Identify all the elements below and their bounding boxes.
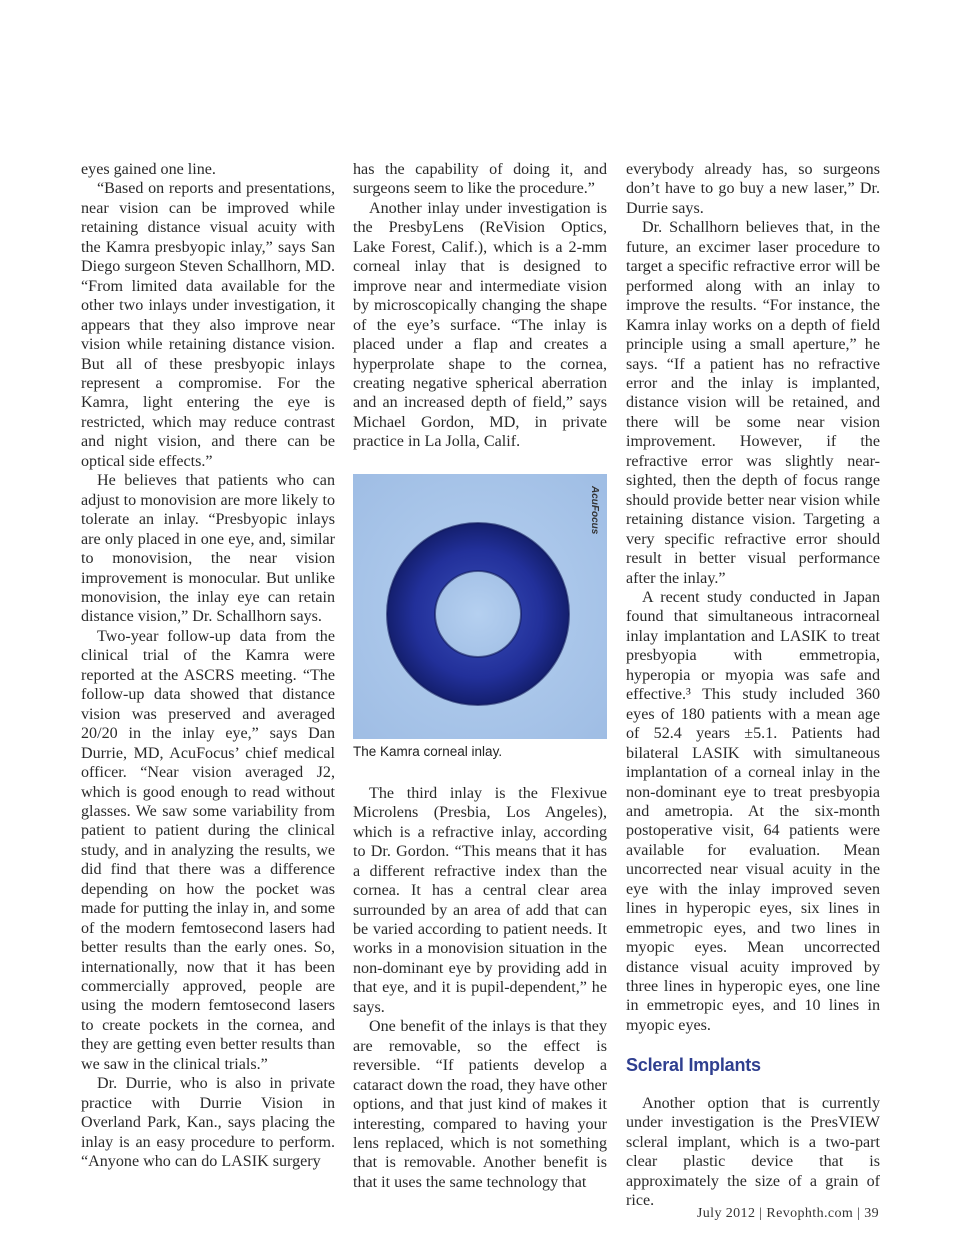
paragraph: Two-year follow-up data from the clinical trial of the Kamra were reported at the ASCRS meeting. “The follow-up data showed that distance vision was preserved and averaged 20/20 in the inlay eye,” says Dan Durrie, MD, AcuFocus’ chief medical officer. “Near vision averaged J2, which is good enough to read without glasses. We saw some variability from patient to patient during the clinical study, and in analyzing the results, we did find that there was a difference depending on how the pocket was made for putting the inlay in, and some of the modern femtosecond lasers had better results than the early ones. So, internationally, now that it has been commercially approved, people are using the modern femtosecond lasers to create pockets in the cornea, and they are getting even better results than we saw in the clinical trials.” <box>81 627 335 1073</box>
kamra-inlay-figure <box>353 474 607 739</box>
kamra-inlay-image <box>353 474 607 739</box>
paragraph: A recent study conducted in Japan found that simultaneous intracorneal inlay implantation and LASIK to treat presbyopia with emmetropia, hyperopia or myopia was safe and effective.³ This study included 360 eyes of 180 patients with a mean age of 52.4 years ±5.1. Patients had bilateral LASIK with simultaneous implantation of a corneal inlay in the non-dominant eye to treat presbyopia and ametropia. At the six-month postoperative visit, 64 patients were available for evaluation. Mean uncorrected near visual acuity in the eye with the inlay improved seven lines in hyperopic eyes, six lines in emmetropic eyes, and two lines in myopic eyes. Mean uncorrected distance visual acuity improved by three lines in hyperopic eyes, one line in emmetropic eyes, and 10 lines in myopic eyes. <box>626 588 880 1034</box>
paragraph: Dr. Schallhorn believes that, in the future, an excimer laser procedure to target a specific refractive error will be performed along with an inlay to improve the results. “For instance, the Kamra inlay works on a depth of field principle using a small aperture,” he says. “If a patient has no refractive error and the inlay is implanted, distance vision will be retained, and there will be some near vision improvement. However, if the refractive error was slightly near-sighted, then the depth of focus range should provide better near vision while retaining distance vision. Targeting a very specific refractive error should result in better visual performance after the inlay.” <box>626 219 880 587</box>
paragraph: Dr. Durrie, who is also in private practice with Durrie Vision in Overland Park, Kan., says placing the inlay is an easy procedure to perform. “Anyone who can do LASIK surgery <box>81 1075 335 1171</box>
column-1 <box>81 160 335 1172</box>
paragraph: eyes gained one line. <box>81 161 216 178</box>
paragraph: The third inlay is the Flexivue Microlens (Presbia, Los Angeles), which is a refractive inlay, according to Dr. Gordon. “This means that it has a different refractive index than the cornea. It has a central clear area surrounded by an area of add that can be varied according to patient needs. It works in a monovision situation in the non-dominant eye by providing add in that eye, and it is pupil-dependent,” he says. <box>353 784 607 1016</box>
paragraph: “Based on reports and presentations, near vision can be improved while retaining distance visual acuity with the Kamra presbyopic inlay,” says San Diego surgeon Steven Schallhorn, MD. “From limited data available for the other two inlays under investigation, it appears that they also improve near vision while retaining distance vision. But all of these presbyopic inlays represent a compromise. For the Kamra, light entering the eye is restricted, which may reduce contrast and night vision, and there can be optical side effects.” <box>81 180 335 470</box>
photo-credit: AcuFocus <box>589 485 600 535</box>
paragraph: has the capability of doing it, and surgeons seem to like the procedure.” <box>353 161 607 198</box>
section-heading: Scleral Implants <box>626 1055 761 1076</box>
paragraph: Another option that is currently under investigation is the PresVIEW scleral implant, which is a two-part clear plastic device that is approximately the size of a grain of rice. <box>626 1094 880 1210</box>
figure-caption: The Kamra corneal inlay. <box>353 743 503 759</box>
page-footer: July 2012 | Revophth.com | 39 <box>696 1206 879 1221</box>
paragraph: Another inlay under investigation is the PresbyLens (ReVision Optics, Lake Forest, Calif.), which is a 2-mm corneal inlay that is designed to improve near and intermediate vision by microscopically changing the shape of the eye’s surface. “The inlay is placed under a flap and creates a hyperprolate shape to the cornea, creating negative spherical aberration and an increased depth of field,” says Michael Gordon, MD, in private practice in La Jolla, Calif. <box>353 199 607 451</box>
column-3 <box>626 160 880 1211</box>
paragraph: He believes that patients who can adjust to monovision are more likely to tolerate an inlay. “Presbyopic inlays are only placed in one eye, and, similar to monovision, the near vision improvement is monocular. But unlike monovision, the inlay eye can retain distance vision,” Dr. Schallhorn says. <box>81 472 335 626</box>
paragraph: everybody already has, so surgeons don’t have to go buy a new laser,” Dr. Durrie says. <box>626 161 880 217</box>
column-2 <box>353 160 607 1192</box>
paragraph: One benefit of the inlays is that they are removable, so the effect is reversible. “If patients develop a cataract down the road, they have other options, and that just kind of makes it interesting, compared to having your lens replaced, which is not something that is removable. Another benefit is that it uses the same technology that <box>353 1018 607 1191</box>
